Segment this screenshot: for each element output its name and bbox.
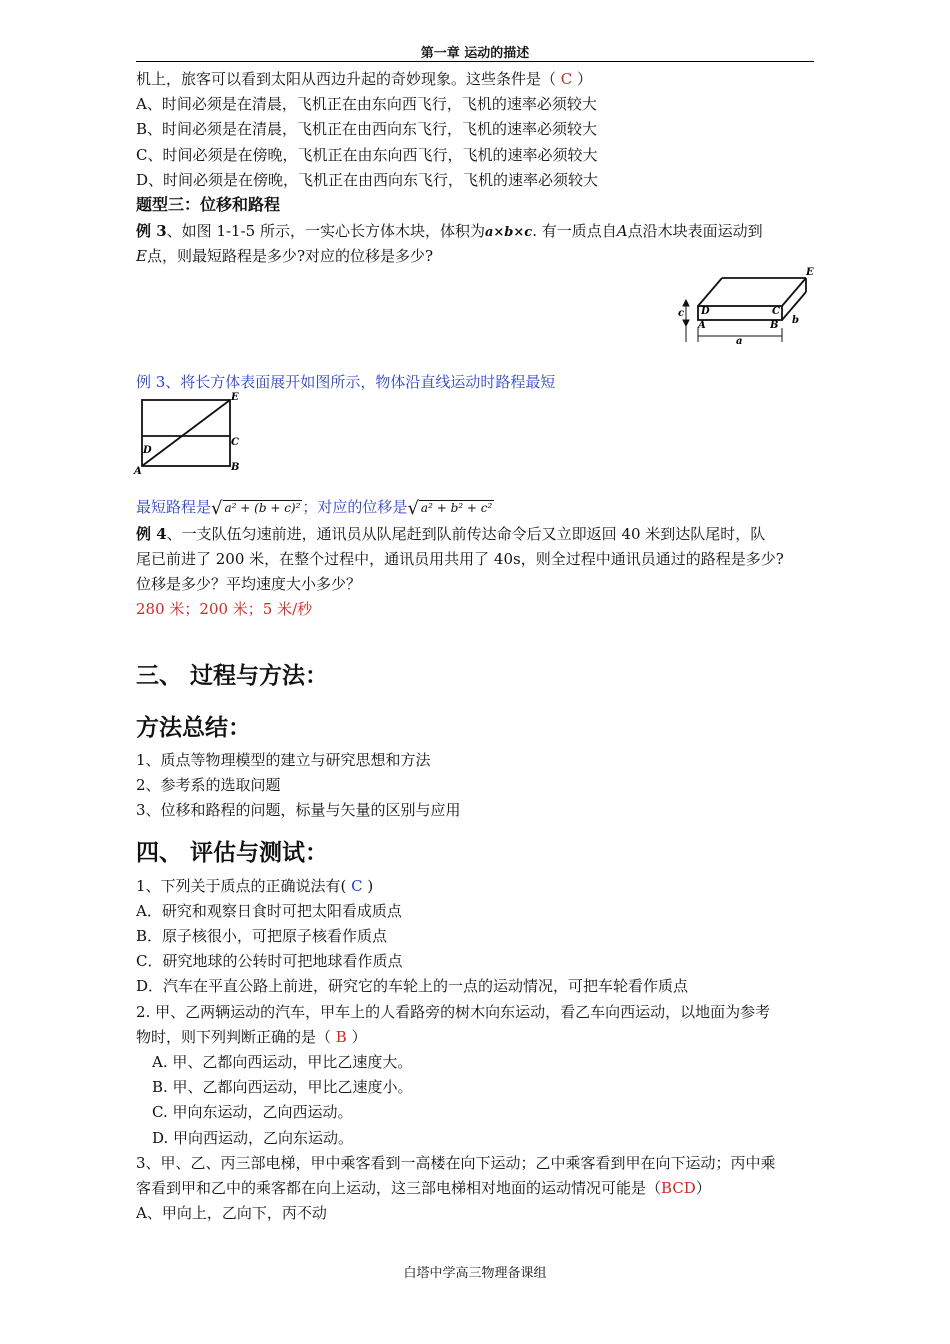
box-label-c: C bbox=[772, 306, 780, 317]
box-label-a-width: a bbox=[736, 336, 743, 347]
solution3-line1: 例 3、将长方体表面展开如图所示，物体沿直线运动时路程最短 bbox=[136, 373, 556, 391]
test1-answer: C bbox=[351, 877, 363, 895]
example3-line1: 例 3、如图 1-1-5 所示，一实心长方体木块，体积为a×b×c. 有一质点自A点沿木块表面运动到 bbox=[136, 222, 763, 240]
section3-title: 题型三：位移和路程 bbox=[136, 195, 281, 214]
test2-answer: B bbox=[335, 1028, 347, 1046]
prev-option-d: D、时间必须是在傍晚，飞机正在由西向东飞行，飞机的速率必须较大 bbox=[136, 171, 599, 189]
box-figure bbox=[676, 266, 820, 348]
example3-line2: E点，则最短路程是多少?对应的位移是多少? bbox=[136, 247, 434, 265]
prev-option-a: A、时间必须是在清晨，飞机正在由东向西飞行，飞机的速率必须较大 bbox=[136, 95, 597, 113]
path-formula: √ a² + (b + c)² bbox=[211, 498, 301, 519]
test3-answer: BCD bbox=[661, 1179, 696, 1197]
test2-line1: 2. 甲、乙两辆运动的汽车，甲车上的人看路旁的树木向东运动，看乙车向西运动，以地面为参考 bbox=[136, 1003, 771, 1021]
method-item-3: 3、位移和路程的问题，标量与矢量的区别与应用 bbox=[136, 801, 461, 819]
part4-title: 四、 评估与测试： bbox=[136, 839, 329, 866]
box-label-e: E bbox=[806, 267, 814, 278]
unfold-label-c: C bbox=[231, 437, 239, 448]
test1-option-c: C．研究地球的公转时可把地球看作质点 bbox=[136, 952, 403, 970]
part3-title: 三、 过程与方法： bbox=[136, 662, 329, 689]
prev-question-answer: C bbox=[560, 70, 573, 88]
page-footer: 白塔中学高三物理备课组 bbox=[403, 1266, 547, 1281]
method-item-2: 2、参考系的选取问题 bbox=[136, 776, 281, 794]
example4-line1: 例 4、一支队伍匀速前进，通讯员从队尾赶到队前传达命令后又立即返回 40 米到达队尾时，队 bbox=[136, 525, 766, 543]
page-header-title: 第一章 运动的描述 bbox=[420, 46, 530, 61]
solution3-formulas: 最短路程是√ a² + (b + c)² ；对应的位移是√ a² + b² + c² bbox=[136, 498, 493, 519]
box-label-b: B bbox=[770, 320, 779, 331]
box-label-b-depth: b bbox=[792, 315, 799, 326]
example4-answer: 280 米；200 米；5 米/秒 bbox=[136, 600, 313, 618]
test2-option-c: C. 甲向东运动，乙向西运动。 bbox=[152, 1103, 353, 1121]
test2-option-a: A. 甲、乙都向西运动，甲比乙速度大。 bbox=[152, 1053, 413, 1071]
box-label-c-height: c bbox=[678, 308, 685, 319]
test1-stem: 1、下列关于质点的正确说法有( C ) bbox=[136, 877, 374, 895]
example4-line3: 位移是多少？平均速度大小多少？ bbox=[136, 575, 362, 593]
test2-option-b: B. 甲、乙都向西运动，甲比乙速度小。 bbox=[152, 1078, 413, 1096]
unfolded-figure bbox=[132, 390, 244, 476]
unfold-label-a: A bbox=[134, 466, 142, 476]
test3-option-a: A、甲向上，乙向下，丙不动 bbox=[136, 1204, 327, 1222]
test3-line1: 3、甲、乙、丙三部电梯，甲中乘客看到一高楼在向下运动；乙中乘客看到甲在向下运动；丙中乘 bbox=[136, 1154, 776, 1172]
prev-option-b: B、时间必须是在清晨，飞机正在由西向东飞行，飞机的速率必须较大 bbox=[136, 120, 598, 138]
test2-line2: 物时，则下列判断正确的是（ B ） bbox=[136, 1028, 367, 1046]
test2-option-d: D. 甲向西运动，乙向东运动。 bbox=[152, 1129, 354, 1147]
disp-formula: √ a² + b² + c² bbox=[407, 498, 493, 519]
unfold-label-b: B bbox=[231, 462, 240, 473]
prev-option-c: C、时间必须是在傍晚，飞机正在由东向西飞行，飞机的速率必须较大 bbox=[136, 146, 598, 164]
method-title: 方法总结： bbox=[136, 714, 251, 741]
test3-line2: 客看到甲和乙中的乘客都在向上运动，这三部电梯相对地面的运动情况可能是（BCD） bbox=[136, 1179, 711, 1197]
method-item-1: 1、质点等物理模型的建立与研究思想和方法 bbox=[136, 751, 431, 769]
box-label-a: A bbox=[698, 320, 706, 331]
test1-option-b: B．原子核很小，可把原子核看作质点 bbox=[136, 927, 388, 945]
unfold-label-e: E bbox=[231, 392, 239, 403]
box-label-d: D bbox=[701, 306, 710, 317]
test1-option-d: D．汽车在平直公路上前进，研究它的车轮上的一点的运动情况，可把车轮看作质点 bbox=[136, 977, 689, 995]
test1-option-a: A．研究和观察日食时可把太阳看成质点 bbox=[136, 902, 402, 920]
prev-question-stem: 机上，旅客可以看到太阳从西边升起的奇妙现象。这些条件是（ C ） bbox=[136, 70, 593, 88]
unfold-label-d: D bbox=[143, 445, 152, 456]
example4-line2: 尾已前进了 200 米，在整个过程中，通讯员用共用了 40s，则全过程中通讯员通过的路程是多少? bbox=[136, 550, 784, 568]
header-rule bbox=[136, 61, 814, 62]
